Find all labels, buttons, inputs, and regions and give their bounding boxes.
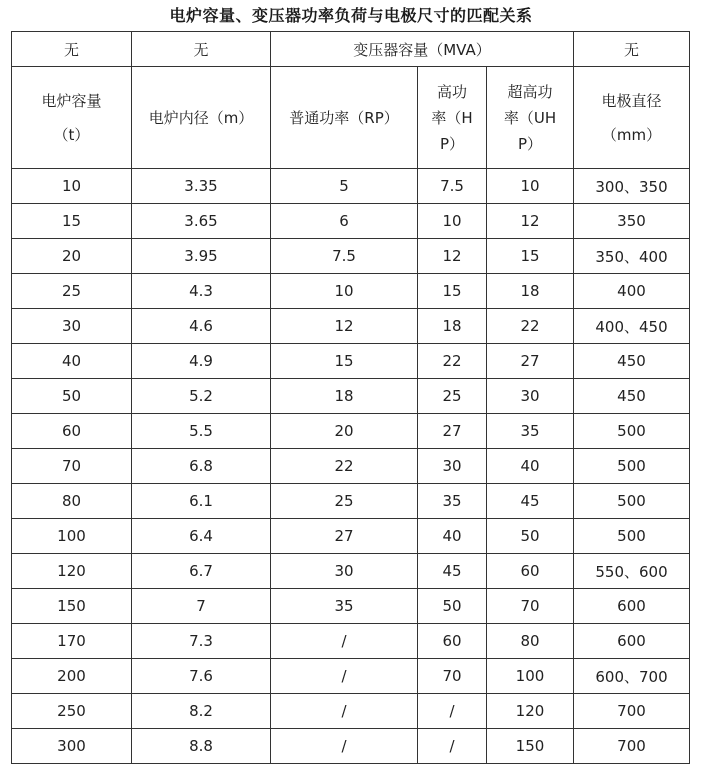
- cell-hp: 50: [418, 589, 487, 624]
- cell-furnace-diameter: 5.5: [132, 414, 271, 449]
- cell-furnace-capacity: 80: [12, 484, 132, 519]
- cell-electrode-diameter: 600: [574, 589, 690, 624]
- table-row: [12, 729, 690, 764]
- table-row: [12, 204, 690, 239]
- header-hp: [418, 67, 487, 169]
- cell-electrode-diameter: 600: [574, 624, 690, 659]
- cell-electrode-diameter: 450: [574, 344, 690, 379]
- cell-rp: 22: [271, 449, 418, 484]
- table-row: [12, 169, 690, 204]
- cell-electrode-diameter: 350: [574, 204, 690, 239]
- cell-uhp: 80: [487, 624, 574, 659]
- table-row: [12, 484, 690, 519]
- cell-electrode-diameter: 600、700: [574, 659, 690, 694]
- cell-rp: 12: [271, 309, 418, 344]
- cell-furnace-diameter: 8.8: [132, 729, 271, 764]
- cell-furnace-diameter: 3.65: [132, 204, 271, 239]
- cell-furnace-diameter: 6.4: [132, 519, 271, 554]
- header-furnace-capacity-text: 电炉容量（t）: [41, 91, 102, 144]
- cell-uhp: 120: [487, 694, 574, 729]
- cell-hp: 10: [418, 204, 487, 239]
- cell-electrode-diameter: 700: [574, 729, 690, 764]
- cell-uhp: 150: [487, 729, 574, 764]
- cell-furnace-capacity: 20: [12, 239, 132, 274]
- cell-uhp: 70: [487, 589, 574, 624]
- cell-uhp: 15: [487, 239, 574, 274]
- cell-electrode-diameter: 500: [574, 449, 690, 484]
- cell-rp: /: [271, 659, 418, 694]
- cell-furnace-diameter: 6.8: [132, 449, 271, 484]
- table-row: [12, 624, 690, 659]
- table-row: [12, 344, 690, 379]
- cell-rp: 6: [271, 204, 418, 239]
- header-transformer-capacity: 变压器容量（MVA）: [271, 32, 574, 67]
- cell-furnace-diameter: 7.3: [132, 624, 271, 659]
- cell-furnace-diameter: 6.1: [132, 484, 271, 519]
- cell-hp: 35: [418, 484, 487, 519]
- cell-rp: /: [271, 694, 418, 729]
- header-empty-2: 无: [132, 32, 271, 67]
- table-row: [12, 274, 690, 309]
- table-row: [12, 414, 690, 449]
- cell-uhp: 10: [487, 169, 574, 204]
- cell-electrode-diameter: 350、400: [574, 239, 690, 274]
- header-row-1: [12, 32, 690, 67]
- cell-furnace-diameter: 6.7: [132, 554, 271, 589]
- cell-furnace-diameter: 5.2: [132, 379, 271, 414]
- cell-electrode-diameter: 500: [574, 414, 690, 449]
- cell-furnace-diameter: 8.2: [132, 694, 271, 729]
- cell-electrode-diameter: 500: [574, 484, 690, 519]
- cell-rp: 20: [271, 414, 418, 449]
- cell-rp: 30: [271, 554, 418, 589]
- cell-uhp: 40: [487, 449, 574, 484]
- cell-hp: 22: [418, 344, 487, 379]
- cell-electrode-diameter: 400: [574, 274, 690, 309]
- cell-hp: 27: [418, 414, 487, 449]
- header-rp: 普通功率（RP）: [271, 67, 418, 169]
- matching-table: [11, 31, 690, 764]
- cell-furnace-diameter: 4.9: [132, 344, 271, 379]
- table-row: [12, 239, 690, 274]
- cell-furnace-capacity: 170: [12, 624, 132, 659]
- table-row: [12, 449, 690, 484]
- cell-furnace-capacity: 200: [12, 659, 132, 694]
- cell-electrode-diameter: 500: [574, 519, 690, 554]
- header-row-2: [12, 67, 690, 169]
- cell-furnace-diameter: 7.6: [132, 659, 271, 694]
- cell-rp: /: [271, 624, 418, 659]
- table-row: [12, 379, 690, 414]
- table-row: [12, 589, 690, 624]
- cell-rp: 10: [271, 274, 418, 309]
- cell-furnace-diameter: 3.95: [132, 239, 271, 274]
- cell-hp: 25: [418, 379, 487, 414]
- header-electrode-diameter-text: 电极直径（mm）: [601, 91, 662, 144]
- cell-furnace-capacity: 300: [12, 729, 132, 764]
- cell-hp: 18: [418, 309, 487, 344]
- cell-hp: 70: [418, 659, 487, 694]
- table-row: [12, 519, 690, 554]
- cell-furnace-capacity: 50: [12, 379, 132, 414]
- cell-furnace-capacity: 70: [12, 449, 132, 484]
- cell-furnace-capacity: 60: [12, 414, 132, 449]
- cell-rp: 27: [271, 519, 418, 554]
- table-row: [12, 554, 690, 589]
- cell-rp: 7.5: [271, 239, 418, 274]
- cell-uhp: 27: [487, 344, 574, 379]
- cell-hp: 15: [418, 274, 487, 309]
- cell-furnace-capacity: 30: [12, 309, 132, 344]
- cell-rp: 35: [271, 589, 418, 624]
- header-furnace-capacity: [12, 67, 132, 169]
- cell-electrode-diameter: 400、450: [574, 309, 690, 344]
- cell-rp: 25: [271, 484, 418, 519]
- cell-uhp: 18: [487, 274, 574, 309]
- cell-furnace-capacity: 120: [12, 554, 132, 589]
- cell-furnace-capacity: 15: [12, 204, 132, 239]
- header-electrode-diameter: [574, 67, 690, 169]
- cell-furnace-capacity: 25: [12, 274, 132, 309]
- header-furnace-diameter: 电炉内径（m）: [132, 67, 271, 169]
- cell-hp: 45: [418, 554, 487, 589]
- cell-uhp: 35: [487, 414, 574, 449]
- cell-electrode-diameter: 700: [574, 694, 690, 729]
- header-empty-6: 无: [574, 32, 690, 67]
- cell-furnace-capacity: 10: [12, 169, 132, 204]
- cell-furnace-diameter: 4.6: [132, 309, 271, 344]
- cell-hp: 40: [418, 519, 487, 554]
- cell-furnace-diameter: 7: [132, 589, 271, 624]
- table-row: [12, 659, 690, 694]
- cell-hp: 7.5: [418, 169, 487, 204]
- cell-hp: /: [418, 694, 487, 729]
- cell-electrode-diameter: 450: [574, 379, 690, 414]
- cell-rp: 18: [271, 379, 418, 414]
- header-uhp-text: 超高功率（UHP）: [503, 82, 557, 153]
- header-empty-1: 无: [12, 32, 132, 67]
- cell-furnace-diameter: 4.3: [132, 274, 271, 309]
- cell-furnace-capacity: 100: [12, 519, 132, 554]
- cell-electrode-diameter: 300、350: [574, 169, 690, 204]
- header-hp-text: 高功率（HP）: [431, 82, 473, 153]
- cell-furnace-capacity: 150: [12, 589, 132, 624]
- cell-uhp: 100: [487, 659, 574, 694]
- cell-uhp: 12: [487, 204, 574, 239]
- table-row: [12, 694, 690, 729]
- cell-uhp: 22: [487, 309, 574, 344]
- cell-rp: /: [271, 729, 418, 764]
- cell-hp: 60: [418, 624, 487, 659]
- cell-uhp: 30: [487, 379, 574, 414]
- cell-uhp: 45: [487, 484, 574, 519]
- cell-hp: 12: [418, 239, 487, 274]
- cell-uhp: 50: [487, 519, 574, 554]
- cell-hp: 30: [418, 449, 487, 484]
- cell-uhp: 60: [487, 554, 574, 589]
- cell-rp: 5: [271, 169, 418, 204]
- cell-furnace-capacity: 250: [12, 694, 132, 729]
- cell-furnace-diameter: 3.35: [132, 169, 271, 204]
- cell-furnace-capacity: 40: [12, 344, 132, 379]
- cell-rp: 15: [271, 344, 418, 379]
- cell-electrode-diameter: 550、600: [574, 554, 690, 589]
- page-title: 电炉容量、变压器功率负荷与电极尺寸的匹配关系: [169, 6, 533, 25]
- cell-hp: /: [418, 729, 487, 764]
- table-row: [12, 309, 690, 344]
- header-uhp: [487, 67, 574, 169]
